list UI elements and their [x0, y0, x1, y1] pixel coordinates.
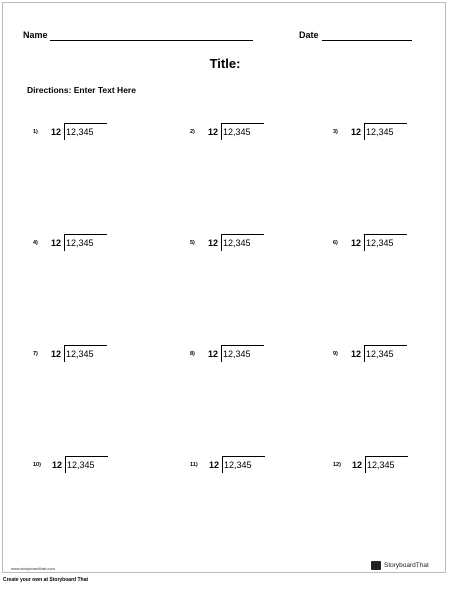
division-problem — [333, 456, 443, 476]
worksheet-title[interactable]: Title: — [209, 56, 241, 71]
worksheet-page — [2, 2, 446, 573]
dividend: 12,345 — [223, 349, 251, 359]
division-problem — [33, 345, 143, 365]
divisor: 12 — [208, 238, 219, 248]
division-problem — [190, 123, 300, 143]
divisor: 12 — [209, 460, 220, 470]
problem-number: 9) — [333, 351, 338, 357]
problem-number: 6) — [333, 240, 338, 246]
dividend: 12,345 — [366, 238, 394, 248]
divisor: 12 — [51, 127, 62, 137]
problem-number: 12) — [333, 462, 341, 468]
date-label: Date — [299, 30, 319, 40]
dividend: 12,345 — [224, 460, 252, 470]
division-problem — [33, 123, 143, 143]
division-problem — [33, 456, 143, 476]
name-label: Name — [23, 30, 48, 40]
dividend: 12,345 — [366, 127, 394, 137]
division-problem — [190, 345, 300, 365]
divisor: 12 — [351, 238, 362, 248]
divisor: 12 — [208, 127, 219, 137]
dividend: 12,345 — [66, 127, 94, 137]
dividend: 12,345 — [67, 460, 95, 470]
problem-number: 4) — [33, 240, 38, 246]
problem-number: 10) — [33, 462, 41, 468]
dividend: 12,345 — [367, 460, 395, 470]
divisor: 12 — [351, 349, 362, 359]
division-problem — [190, 234, 300, 254]
divisor: 12 — [352, 460, 363, 470]
problem-number: 1) — [33, 129, 38, 135]
divisor: 12 — [51, 238, 62, 248]
problem-number: 11) — [190, 462, 198, 468]
footer-url: www.storyboardthat.com — [11, 566, 55, 571]
problem-number: 3) — [333, 129, 338, 135]
dividend: 12,345 — [223, 238, 251, 248]
storyboardthat-logo — [371, 559, 429, 571]
problem-number: 8) — [190, 351, 195, 357]
divisor: 12 — [351, 127, 362, 137]
dividend: 12,345 — [66, 349, 94, 359]
division-problem — [333, 345, 443, 365]
dividend: 12,345 — [223, 127, 251, 137]
directions-text[interactable]: Directions: Enter Text Here — [27, 85, 136, 95]
storyboard-logo-icon — [371, 561, 381, 570]
division-problem — [190, 456, 300, 476]
division-problem — [333, 123, 443, 143]
problem-number: 5) — [190, 240, 195, 246]
problem-number: 7) — [33, 351, 38, 357]
division-problem — [333, 234, 443, 254]
divisor: 12 — [208, 349, 219, 359]
division-problem — [33, 234, 143, 254]
logo-text: StoryboardThat — [384, 561, 429, 569]
name-field[interactable] — [50, 40, 253, 41]
create-your-own-link[interactable]: Create your own at Storyboard That — [3, 577, 89, 583]
dividend: 12,345 — [366, 349, 394, 359]
date-field[interactable] — [322, 40, 412, 41]
problem-number: 2) — [190, 129, 195, 135]
divisor: 12 — [51, 349, 62, 359]
divisor: 12 — [52, 460, 63, 470]
dividend: 12,345 — [66, 238, 94, 248]
